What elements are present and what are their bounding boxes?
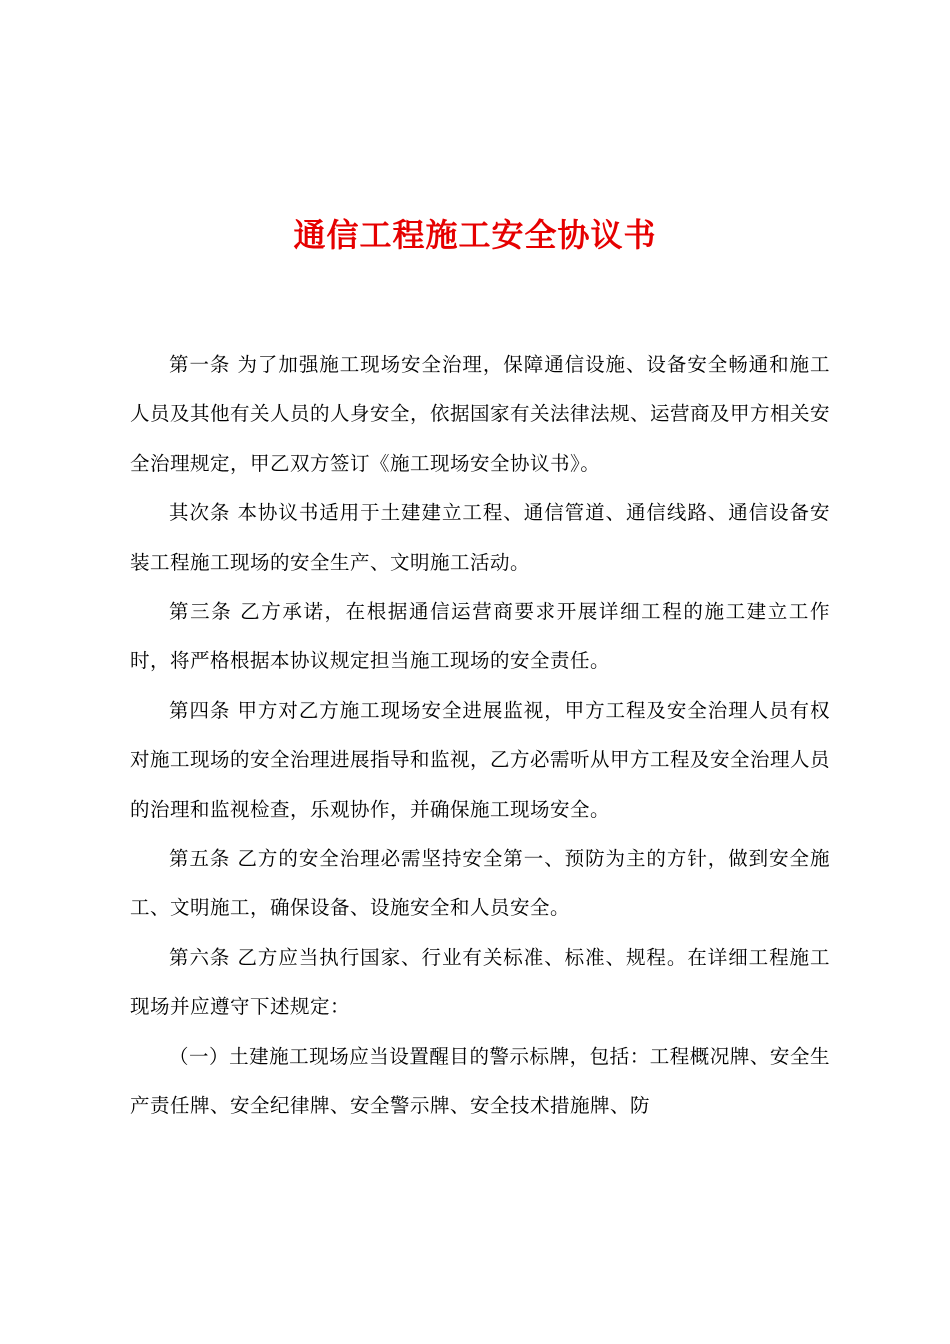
article-3-paragraph: 第三条 乙方承诺，在根据通信运营商要求开展详细工程的施工建立工作时，将严格根据本协议规定担当施工现场的安全责任。 — [130, 600, 830, 673]
article-2-paragraph: 其次条 本协议书适用于土建建立工程、通信管道、通信线路、通信设备安装工程施工现场的安全生产、文明施工活动。 — [130, 501, 830, 574]
article-4-paragraph: 第四条 甲方对乙方施工现场安全进展监视，甲方工程及安全治理人员有权对施工现场的安全治理进展指导和监视，乙方必需听从甲方工程及安全治理人员的治理和监视检查，乐观协作，并确保施工现场安全。 — [130, 698, 831, 821]
article-6-paragraph: 第六条 乙方应当执行国家、行业有关标准、标准、规程。在详细工程施工现场并应遵守下述规定： — [130, 945, 830, 1019]
article-1-paragraph: 第一条 为了加强施工现场安全治理，保障通信设施、设备安全畅通和施工人员及其他有关人员的人身安全，依据国家有关法律法规、运营商及甲方相关安全治理规定，甲乙双方签订《施工现场安全协议书》。 — [130, 353, 831, 475]
article-6-clause-1-paragraph: （一）土建施工现场应当设置醒目的警示标牌，包括：工程概况牌、安全生产责任牌、安全纪律牌、安全警示牌、安全技术措施牌、防 — [130, 1044, 830, 1118]
document-body — [130, 340, 830, 1131]
article-5-paragraph: 第五条 乙方的安全治理必需坚持安全第一、预防为主的方针，做到安全施工、文明施工，确保设备、设施安全和人员安全。 — [130, 847, 830, 920]
document-title: 通信工程施工安全协议书 — [293, 216, 657, 254]
